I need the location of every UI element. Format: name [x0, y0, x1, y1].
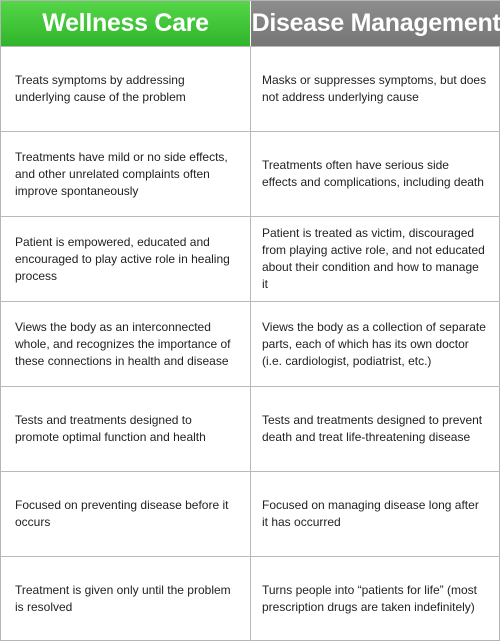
disease-cell-7: Turns people into “patients for life” (most prescription drugs are taken indefinitely)	[251, 556, 500, 641]
disease-cell-5: Tests and treatments designed to prevent death and treat life-threatening disease	[251, 386, 500, 471]
disease-cell-6: Focused on managing disease long after it has occurred	[251, 471, 500, 556]
disease-management-header: Disease Management	[251, 1, 500, 46]
wellness-cell-2: Treatments have mild or no side effects, and other unrelated complaints often improve spontaneously	[1, 131, 251, 216]
wellness-care-header: Wellness Care	[1, 1, 251, 46]
wellness-cell-7: Treatment is given only until the problem is resolved	[1, 556, 251, 641]
wellness-cell-5: Tests and treatments designed to promote optimal function and health	[1, 386, 251, 471]
wellness-cell-3: Patient is empowered, educated and encouraged to play active role in healing process	[1, 216, 251, 301]
wellness-cell-1: Treats symptoms by addressing underlying cause of the problem	[1, 46, 251, 131]
wellness-cell-4: Views the body as an interconnected whole, and recognizes the importance of these connections in health and disease	[1, 301, 251, 386]
disease-cell-3: Patient is treated as victim, discouraged from playing active role, and not educated about their condition and how to manage it	[251, 216, 500, 301]
disease-cell-2: Treatments often have serious side effects and complications, including death	[251, 131, 500, 216]
wellness-cell-6: Focused on preventing disease before it occurs	[1, 471, 251, 556]
disease-cell-4: Views the body as a collection of separate parts, each of which has its own doctor (i.e. cardiologist, podiatrist, etc.)	[251, 301, 500, 386]
disease-cell-1: Masks or suppresses symptoms, but does not address underlying cause	[251, 46, 500, 131]
